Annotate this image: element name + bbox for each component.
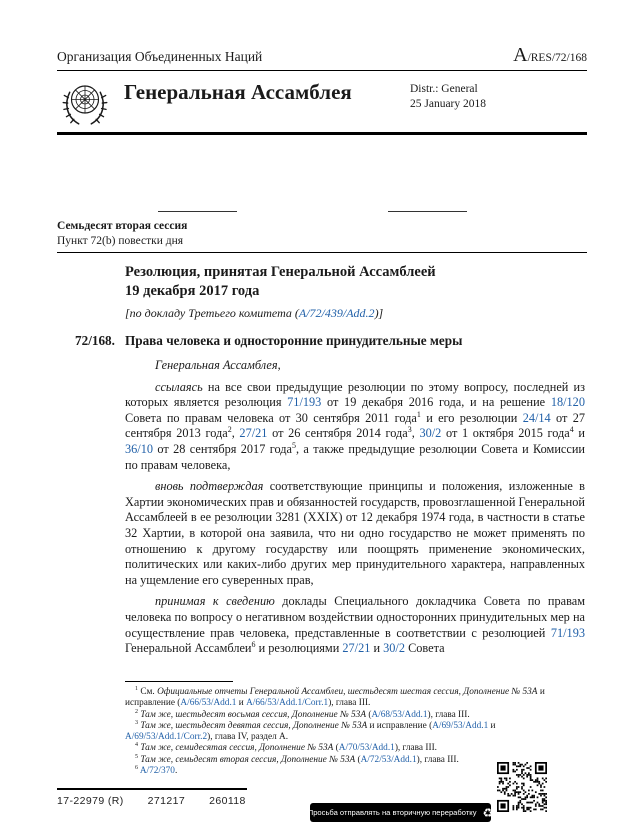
document-symbol-number: /RES/72/168 (527, 52, 587, 64)
body-paragraph: ссылаясь на все свои предыдущие резолюции по этому вопросу, последней из которых является резолюция 71/193 от 19 декабря 2016 года, и на решение 18/120 Совета по правам человека от 30 сентября 2011 года$^1$ и его резолюции 24/14 от 27 сентября 2013 года$^2$, 27/21 от 26 сентября 2014 года$^3$, 30/2 от 1 октября 2015 года$^4$ и 36/10 от 28 сентября 2017 года$^5$, а также предыдущие резолюции Совета и Комиссии по правам человека, (125, 379, 585, 472)
resolution-title-line2: 19 декабря 2017 года (125, 283, 260, 299)
doc-link[interactable]: 18/120 (550, 395, 585, 410)
text-run: Там же, шестьдесят девятая сессия, Дополнение № 53A (140, 720, 368, 731)
doc-link[interactable]: A/68/53/Add.1 (371, 709, 428, 720)
document-symbol (513, 44, 587, 67)
body-paragraph: принимая к сведению доклады Специального докладчика Совета по правам человека по вопросу о негативном воздействии односторонних принудительных мер на осуществление прав человека, представленные в соответствии с резолюцией 71/193 Генеральной Ассамблеи$^6$ и резолюциями 27/21 и 30/2 Совета (125, 594, 585, 656)
text-run: Официальные отчеты Генеральной Ассамблеи, шестьдесят шестая сессия, Дополнение № 53A (157, 687, 538, 697)
footer-rule (57, 788, 247, 790)
footnote-ref: 6 (251, 640, 256, 649)
session-rule (57, 252, 587, 253)
text-run: ссылаясь (155, 379, 203, 394)
assembly-title: Генеральная Ассамблея (124, 80, 352, 104)
text-run: Там же, семьдесят вторая сессия, Дополнение № 53A (140, 754, 356, 765)
text-run: Генеральная Ассамблея, (155, 358, 281, 372)
resolution-number: 72/168. (75, 333, 115, 348)
footnote: $^5$ Там же, семьдесят вторая сессия, Дополнение № 53A (A/72/53/Add.1), глава III. (135, 753, 459, 765)
doc-link[interactable]: A/72/370 (139, 766, 175, 777)
resolution-heading-text: Права человека и односторонние принудительные меры (125, 333, 463, 348)
masthead-thick-rule (57, 132, 587, 135)
body-paragraph: вновь подтверждая соответствующие принципы и положения, изложенные в Хартии экономических прав и обязанностей государств, провозглашенной Генеральной Ассамблеей в ее резолюции 3281 (XXIX) от 12 декабря 1974 года, в частности в статье 32 Хартии, в которой она заявила, что ни одно государство не может применять по отношению к другому государству или поощрять применение экономических, политических или каких-либо других мер принудительного характера, направленных на ущемление его суверенных прав, (125, 479, 585, 587)
report-reference: [по докладу Третьего комитета (A/72/439/Add.2)] (125, 306, 384, 320)
footnote: $^2$ Там же, шестьдесят восьмая сессия, Дополнение № 53A (A/68/53/Add.1), глава III. (135, 708, 470, 720)
footnote: $^4$ Там же, семидесятая сессия, Дополнение № 53A (A/70/53/Add.1), глава III. (135, 742, 437, 754)
footnote-ref: 1 (416, 409, 421, 419)
footnote: $^1$ См. Официальные отчеты Генеральной Ассамблеи, шестьдесят шестая сессия, Дополнение № 53A и исправление (A/66/53/Add.1 и A/66/53/Add.1/Corr.1), глава III. (125, 685, 545, 709)
footnote-ref: 5 (291, 440, 296, 450)
doc-link[interactable]: A/70/53/Add.1 (338, 743, 395, 754)
footnote: $^3$ Там же, шестьдесят девятая сессия, Дополнение № 53A и исправление (A/69/53/Add.1 и A/69/53/Add.1/Corr.2), глава IV, раздел A. (125, 719, 496, 743)
doc-link[interactable]: A/72/53/Add.1 (360, 754, 417, 765)
distribution-info (410, 82, 486, 112)
footnote-number: 6 (135, 764, 139, 771)
doc-link[interactable]: 24/14 (522, 410, 551, 425)
footnote-separator (125, 681, 233, 682)
doc-link[interactable]: A/69/53/Add.1/Corr.2 (125, 732, 208, 743)
footnote-number: 3 (135, 719, 139, 726)
org-name: Организация Объединенных Наций (57, 49, 263, 64)
footnote-ref: 2 (227, 425, 232, 435)
doc-link[interactable]: 30/2 (419, 426, 442, 441)
doc-link[interactable]: 36/10 (125, 441, 154, 456)
recycle-icon: ♻ (482, 805, 494, 820)
session-title: Семьдесят вторая сессия (57, 220, 188, 232)
footnote-ref: 4 (569, 425, 574, 435)
top-rule (57, 70, 587, 71)
distr-date: 25 January 2018 (410, 98, 487, 110)
doc-link[interactable]: 71/193 (287, 395, 322, 410)
doc-link[interactable]: 30/2 (383, 641, 405, 656)
body-paragraph (125, 358, 585, 374)
resolution-title-line1: Резолюция, принятая Генеральной Ассамблеей (125, 264, 436, 280)
print-date-2: 260118 (209, 795, 246, 807)
doc-link[interactable]: 27/21 (342, 641, 371, 656)
footer-job-info (57, 795, 270, 807)
resolution-heading (75, 333, 462, 349)
resolution-title (125, 263, 436, 301)
footnote-ref: 3 (407, 425, 412, 435)
doc-link[interactable]: 71/193 (550, 625, 585, 640)
doc-link[interactable]: A/72/439/Add.2 (298, 306, 375, 320)
print-date-1: 271217 (147, 795, 186, 807)
distr-line: Distr.: General (410, 83, 478, 95)
doc-link[interactable]: A/69/53/Add.1 (432, 720, 489, 731)
qr-code (497, 762, 547, 812)
text-run: Там же, шестьдесят восьмая сессия, Дополнение № 53A (140, 709, 367, 720)
footnote-number: 4 (135, 742, 139, 749)
recycle-text: Просьба отправлять на вторичную переработку (307, 808, 477, 817)
footnote-number: 2 (135, 708, 139, 715)
job-number: 17-22979 (R) (57, 795, 124, 807)
resolution-body (125, 358, 585, 663)
session-block (57, 219, 187, 248)
document-symbol-letter: A (513, 44, 528, 66)
doc-link[interactable]: A/66/53/Add.1 (180, 698, 237, 709)
text-run: Там же, семидесятая сессия, Дополнение № 53A (140, 743, 334, 754)
footnote-number: 5 (135, 753, 139, 760)
text-run: принимая к сведению (155, 594, 275, 609)
masthead-top-row (57, 44, 587, 67)
doc-link[interactable]: A/66/53/Add.1/Corr.1 (246, 698, 329, 709)
recycle-notice (307, 803, 494, 822)
un-emblem-icon (58, 76, 112, 132)
agenda-item: Пункт 72(b) повестки дня (57, 234, 184, 247)
footnote-number: 1 (135, 685, 139, 692)
separator-dash (158, 211, 237, 212)
footnote: $^6$ A/72/370. (135, 764, 178, 777)
separator-dash (388, 211, 467, 212)
text-run: вновь подтверждая (155, 479, 264, 494)
doc-link[interactable]: 27/21 (239, 426, 268, 441)
